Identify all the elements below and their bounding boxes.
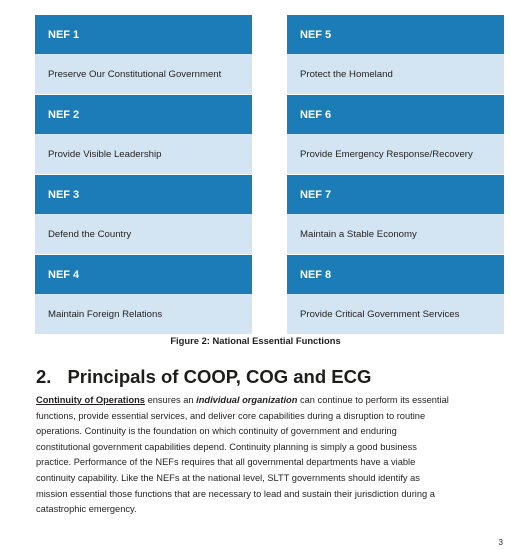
nef-card-title: NEF 3: [35, 175, 252, 214]
nef-card-text: Provide Critical Government Services: [287, 294, 504, 334]
nef-card-5: [287, 15, 504, 94]
paragraph-text: ensures an: [144, 395, 197, 405]
nef-card-2: [35, 95, 252, 174]
paragraph-line: constitutional government capabilities depend. Continuity planning is simply a good business: [36, 441, 417, 452]
nef-card-title: NEF 8: [287, 255, 504, 294]
section-heading: [36, 366, 371, 388]
nef-card-text: Provide Emergency Response/Recovery: [287, 134, 504, 174]
nef-card-title: NEF 6: [287, 95, 504, 134]
emphasis-text: individual organization: [196, 395, 298, 405]
nef-card-text: Maintain Foreign Relations: [35, 294, 252, 334]
nef-card-text: Protect the Homeland: [287, 54, 504, 94]
figure-caption: Figure 2: National Essential Functions: [170, 335, 341, 346]
defined-term: Continuity of Operations: [36, 395, 145, 405]
nef-card-title: NEF 2: [35, 95, 252, 134]
nef-card-7: [287, 175, 504, 254]
nef-card-4: [35, 255, 252, 334]
nef-card-title: NEF 4: [35, 255, 252, 294]
nef-card-text: Provide Visible Leadership: [35, 134, 252, 174]
nef-card-1: [35, 15, 252, 94]
nef-card-3: [35, 175, 252, 254]
nef-card-title: NEF 1: [35, 15, 252, 54]
nef-card-title: NEF 5: [287, 15, 504, 54]
nef-card-text: Defend the Country: [35, 214, 252, 254]
paragraph-line: operations. Continuity is the foundation on which continuity of government and enduring: [36, 426, 397, 437]
paragraph-line: functions, provide essential services, and deliver core capabilities during a disruption to routine: [36, 410, 426, 421]
paragraph-line: continuity capability. Like the NEFs at the national level, SLTT governments should identify as: [36, 472, 420, 483]
nef-card-6: [287, 95, 504, 174]
nef-card-title: NEF 7: [287, 175, 504, 214]
section-number: 2.: [36, 366, 52, 387]
section-title: Principals of COOP, COG and ECG: [67, 366, 372, 387]
paragraph-text: can continue to perform its essential: [297, 395, 449, 405]
body-paragraph: [36, 393, 506, 518]
paragraph-line: mission essential those functions that are necessary to lead and sustain their jurisdiction during a: [36, 488, 435, 499]
nef-card-8: [287, 255, 504, 334]
paragraph-line: catastrophic emergency.: [36, 504, 137, 515]
paragraph-line: practice. Performance of the NEFs requires that all governmental departments have a viable: [36, 457, 416, 468]
nef-card-text: Maintain a Stable Economy: [287, 214, 504, 254]
paragraph-line: [36, 393, 506, 409]
page-number: 3: [498, 538, 503, 547]
nef-card-text: Preserve Our Constitutional Government: [35, 54, 252, 94]
